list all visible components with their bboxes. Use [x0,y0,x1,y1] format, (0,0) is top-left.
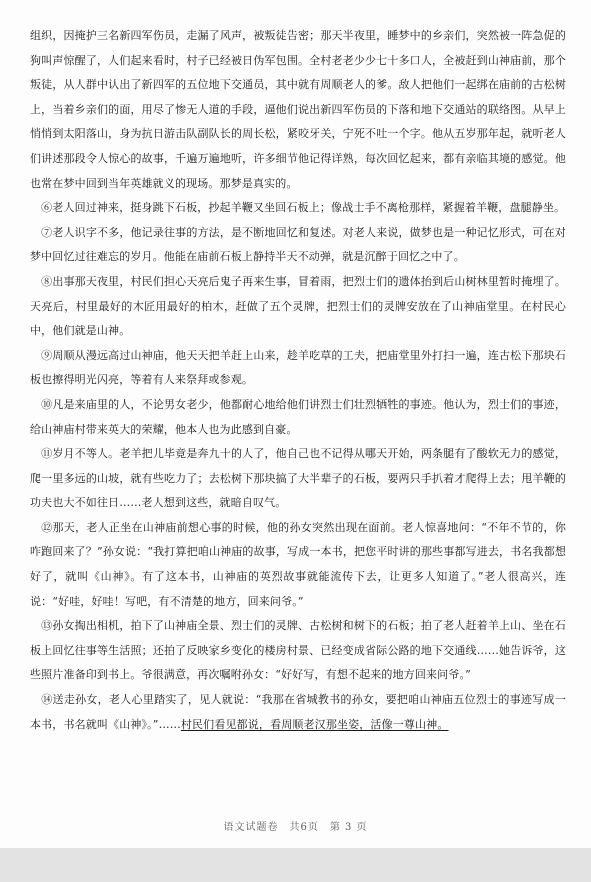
paragraph-8 [30,270,566,344]
paragraph-text: ⑫那天，老人正坐在山神庙前想心事的时候，他的孙女突然出现在面前。老人惊喜地问：“不年不节的，你咋跑回来了？”孙女说：“我打算把咱山神庙的故事，写成一本书，把您平时讲的那些事都写进去，书名我都想好了，就叫《山神》。有了这本书，山神庙的英烈故事就能流传下去，让更多人知道了。”老人很高兴，连说：“好哇，好哇！写吧，有不清楚的地方，回来问爷。” [30,520,566,608]
paragraph-10 [30,393,566,442]
paragraph-text: 组织，因掩护三名新四军伤员，走漏了风声，被叛徒告密；那天半夜里，睡梦中的乡亲们，突然被一阵急促的狗叫声惊醒了，人们起来看时，村子已经被日伪军包围。全村老老少少七十多口人，全被赶到山神庙前，那个叛徒，从人群中认出了新四军的五位地下交通员，其中就有周顺老人的爹。敌人把他们一起绑在庙前的古松树上，当着乡亲们的面，用尽了惨无人道的手段，逼他们说出新四军伤员的下落和地下交通站的联络图。从早上悄悄到太阳落山，身为抗日游击队副队长的周长松，紧咬牙关，宁死不吐一个字。他从五岁那年起，就听老人们讲述那段令人惊心的故事，千遍万遍地听，许多细节他记得详熟，每次回忆起来，都有亲临其境的感觉。他也常在梦中回到当年英雄就义的现场。那梦是真实的。 [30,29,566,190]
paragraph-text: ⑭送走孙女，老人心里踏实了，见人就说：“我那在省城教书的孙女，要把咱山神庙五位烈士的事迹写成一本书，书名就叫《山神》。”…… [30,693,566,731]
paragraph-text: ⑧出事那天夜里，村民们担心天亮后鬼子再来生事，冒着雨，把烈士们的遗体抬到后山树林里暂时掩埋了。天亮后，村里最好的木匠用最好的柏木，赶做了五个灵牌，把烈士们的灵牌安放在了山神庙堂里。在村民心中，他们就是山神。 [30,274,566,338]
paragraph-9 [30,344,566,393]
paragraph-text: ⑪岁月不等人。老羊把儿毕竟是奔九十的人了，他自己也不记得从哪天开始，两条腿有了酸软无力的感觉，爬一里多远的山坡，就有些吃力了；去松树下那块搞了大半辈子的石板，要两只手扒着才爬得上去；甩羊鞭的功夫也大不如往日……老人想到这些，就暗自叹气。 [30,447,566,510]
paragraph-text: ⑬孙女掏出相机，拍下了山神庙全景、烈士们的灵牌、古松树和树下的石板；拍了老人赶着羊上山、坐在石板上回忆往事等生活照；还拍了反映家乡变化的楼房村景、已经变成省际公路的地下交通线……她告诉爷，这些照片准备印到书上。爷很满意，再次嘱咐孙女：“好好写，有想不起来的地方回来问爷。” [30,619,566,682]
paragraph-13 [30,614,566,688]
paragraph-5-continued [30,24,566,196]
paragraph-6 [30,196,566,221]
paragraph-12 [30,516,566,614]
paragraph-14 [30,688,566,737]
viewer-bottom-bar [0,848,591,882]
paragraph-text: ⑨周顺从漫远高过山神庙，他天天把羊赶上山来，趁羊吃草的工夫，把庙堂里外打扫一遍，连古松下那块石板也擦得明光闪亮，等着有人来祭拜或参观。 [30,348,566,387]
article-body [30,24,566,737]
page-footer: 语文试题卷 共6页 第 3 页 [223,822,368,833]
underlined-sentence: 村民们看见都说，看周顺老汉那坐姿，活像一尊山神。 [180,717,449,731]
paragraph-text: ⑩凡是来庙里的人，不论男女老少，他都耐心地给他们讲烈士们壮烈牺牲的事迹。他认为，烈士们的事迹，给山神庙村带来英大的荣耀，他本人也为此感到自豪。 [30,397,566,436]
paragraph-text: ⑥老人回过神来，挺身跳下石板，抄起羊鞭又坐回石板上；像战士手不离枪那样，紧握着羊鞭，盘腿静坐。 [41,201,566,215]
paragraph-11 [30,442,566,516]
paragraph-7 [30,221,566,270]
paragraph-text: ⑦老人识字不多，他记录往事的方法，是不断地回忆和复述。对老人来说，做梦也是一种记忆形式，可在对梦中回忆过往难忘的岁月。他能在庙前石板上静持半天不动弹，就是沉醉于回忆之中了。 [30,225,566,264]
